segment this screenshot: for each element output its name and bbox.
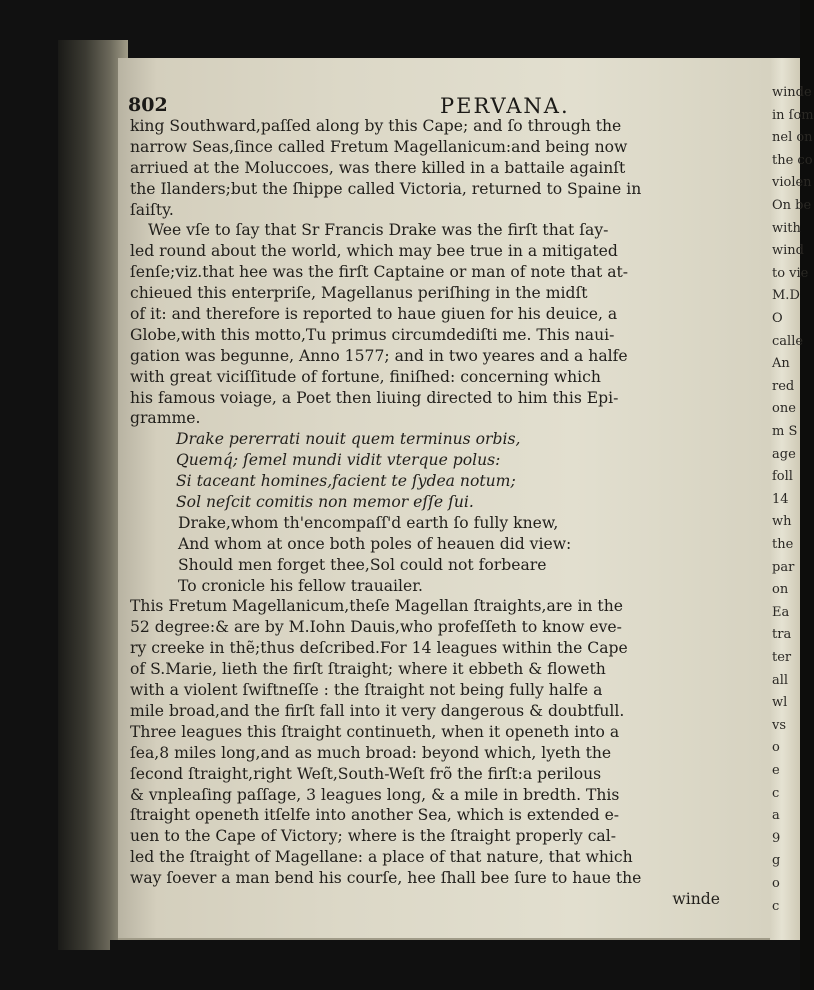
verse-line: Quemq́; ſemel mundi vidit vterque polus:: [176, 451, 501, 470]
page-number: 802: [128, 94, 168, 116]
facing-page-fragment: to vie: [772, 265, 809, 281]
text-line: ſecond ſtraight,right Weſt,South-Weſt frõ the firſt:a perilous: [130, 764, 602, 783]
facing-page-fragment: calle: [772, 333, 804, 349]
verse-line: Si taceant homines,facient te ſydea notum;: [176, 472, 516, 491]
facing-page-fragment: with: [772, 220, 801, 236]
facing-page-fragment: O: [772, 311, 783, 326]
facing-page-fragment: one: [772, 401, 796, 417]
text-line: ſenſe;viz.that hee was the firſt Captaine or man of note that at-: [130, 263, 629, 282]
facing-page-fragment: par: [772, 559, 795, 575]
text-line: & vnpleaſing paſſage, 3 leagues long, & a mile in bredth. This: [130, 785, 620, 804]
verse-line: Should men forget thee,Sol could not forbeare: [178, 555, 547, 574]
facing-page-fragment: violen: [772, 175, 812, 191]
text-line: king Southward,paſſed along by this Cape; and ſo through the: [130, 117, 622, 135]
text-line: This Fretum Magellanicum,theſe Magellan ſtraights,are in the: [130, 597, 623, 616]
facing-page-fragment: ter: [772, 650, 792, 665]
facing-page-fragment: 14: [772, 491, 789, 507]
verse-line: And whom at once both poles of heauen did view:: [178, 534, 572, 553]
facing-page-fragment: all: [772, 672, 789, 688]
catchword: winde: [672, 889, 720, 908]
facing-page-fragment: foll: [772, 469, 793, 485]
text-line: his famous voiage, a Poet then liuing directed to him this Epi-: [130, 388, 619, 407]
facing-page-fragment: on: [772, 582, 789, 598]
body-text: [130, 116, 730, 910]
facing-page-fragment: a: [772, 808, 780, 824]
facing-page-fragment: the: [772, 537, 794, 552]
facing-page-fragment: nel on: [772, 130, 813, 146]
verse-line: Sol neſcit comitis non memor eſſe ſui.: [176, 493, 474, 512]
facing-page-fragment: e: [772, 763, 780, 778]
text-line: with a violent ſwiftneſſe : the ſtraight not being fully halfe a: [130, 681, 603, 700]
text-line: Three leagues this ſtraight continueth, when it openeth into a: [130, 722, 620, 741]
text-line: Wee vſe to ſay that Sr Francis Drake was the firſt that ſay-: [148, 221, 609, 240]
text-line: way ſoever a man bend his courſe, hee ſhall bee ſure to haue the: [130, 869, 642, 888]
facing-page-fragment: g: [772, 853, 781, 869]
scan-bottom-shadow: [110, 940, 800, 990]
facing-page-fragment: Ea: [772, 604, 790, 620]
facing-page-fragment: M.D: [772, 288, 800, 304]
text-line: chieued this enterpriſe, Magellanus periſhing in the midſt: [130, 284, 588, 303]
text-line: Globe,with this motto,Tu primus circumdediſti me. This naui-: [130, 325, 615, 344]
text-line: the Ilanders;but the ſhippe called Victoria, returned to Spaine in: [130, 179, 642, 198]
facing-page-fragment: On be: [772, 198, 812, 213]
verse-line: To cronicle his fellow trauailer.: [178, 576, 423, 595]
facing-page-fragment: wl: [772, 695, 788, 711]
facing-page-fragment: in ſom: [772, 107, 814, 123]
facing-page-fragment: 9: [772, 830, 781, 846]
facing-page-fragment: the co: [772, 152, 813, 168]
facing-page-fragment: o: [772, 740, 780, 756]
text-line: of it: and therefore is reported to haue giuen for his deuice, a: [130, 305, 618, 324]
facing-page-fragment: m S: [772, 424, 798, 439]
text-line: ſea,8 miles long,and as much broad: beyond which, lyeth the: [130, 743, 612, 762]
text-line: ſaiſty.: [130, 200, 174, 219]
facing-page-edge: [770, 58, 814, 958]
text-line: uen to the Cape of Victory; where is the ſtraight properly cal-: [130, 827, 616, 846]
facing-page-fragment: wind: [772, 243, 804, 259]
verse-line: Drake,whom th'encompaſſ'd earth ſo fully knew,: [178, 513, 559, 532]
facing-page-fragment: tra: [772, 627, 792, 643]
text-line: led round about the world, which may bee true in a mitigated: [130, 242, 618, 261]
text-line: narrow Seas,ſince called Fretum Magellanicum:and being now: [130, 137, 628, 156]
text-line: gation was begunne, Anno 1577; and in two yeares and a halfe: [130, 346, 628, 365]
facing-page-fragment: o: [772, 876, 780, 891]
facing-page-fragment: winde: [772, 85, 812, 100]
facing-page-fragment: An: [772, 356, 790, 372]
text-line: ſtraight openeth itſelfe into another Sea, which is extended e-: [130, 806, 620, 825]
text-line: mile broad,and the firſt fall into it very dangerous & doubtfull.: [130, 701, 625, 720]
facing-page-fragment: wh: [772, 514, 792, 530]
verse-line: Drake pererrati nouit quem terminus orbis,: [176, 430, 521, 449]
facing-page-fragment: age: [772, 446, 796, 462]
text-line: ry creeke in thẽ;thus deſcribed.For 14 leagues within the Cape: [130, 639, 628, 658]
text-line: led the ſtraight of Magellane: a place of that nature, that which: [130, 848, 633, 867]
text-line: arriued at the Moluccoes, was there killed in a battaile againſt: [130, 158, 626, 177]
facing-page-fragment: c: [772, 785, 780, 801]
text-line: 52 degree:& are by M.Iohn Dauis,who profeſſeth to know eve-: [130, 618, 622, 637]
text-line: with great viciſſitude of fortune, finiſhed: concerning which: [130, 367, 601, 386]
running-head: PERVANA.: [440, 94, 570, 118]
facing-page-fragment: vs: [772, 717, 787, 733]
text-line: gramme.: [130, 409, 201, 428]
facing-page-fragment: c: [772, 898, 780, 914]
facing-page-fragment: red: [772, 378, 795, 394]
text-line: of S.Marie, lieth the firſt ſtraight; where it ebbeth & floweth: [130, 660, 606, 679]
